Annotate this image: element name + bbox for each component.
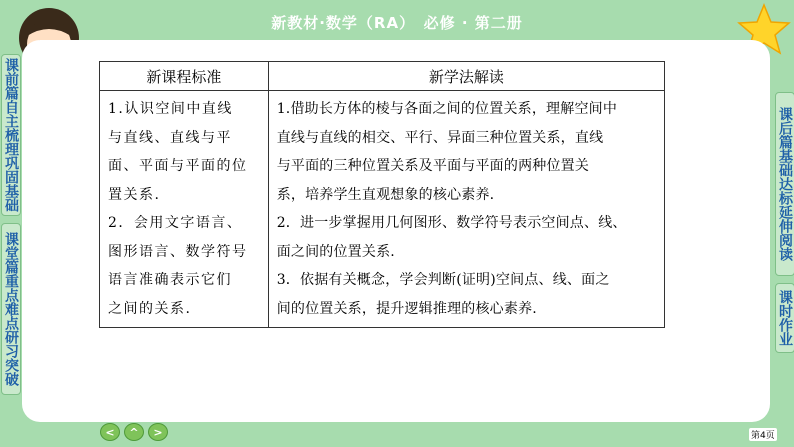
home-button[interactable] [124,423,144,441]
page-indicator: 第4页 [749,428,777,441]
standard-line: 2．会用文字语言、 [108,215,243,231]
prev-button[interactable] [100,423,120,441]
nav-bar [100,423,168,441]
content-table [99,61,665,328]
page-title: 新教材·数学（RA） 必修 · 第二册 [271,14,523,32]
interpretation-line: 与平面的三种位置关系及平面与平面的两种位置关 [276,158,590,174]
next-button[interactable] [148,423,168,441]
interpretation-line: 直线与直线的相交、平行、异面三种位置关系，直线 [276,129,604,146]
tab-in-class[interactable]: 课堂篇重点难点研习突破 [1,223,21,395]
chevron-left-icon: < [105,425,115,439]
tab-homework[interactable]: 课时作业 [775,283,794,353]
table-header-standard: 新课程标准 [100,62,269,91]
standard-cell [100,91,269,328]
interpretation-line: 1.借助长方体的棱与各面之间的位置关系，理解空间中 [276,101,618,117]
tab-pre-class[interactable]: 课前篇自主梳理巩固基础 [1,54,21,216]
interpretation-line: 面之间的位置关系. [276,243,395,260]
standard-line: 面、平面与平面的位 [108,158,248,174]
standard-line: 1.认识空间中直线 [108,101,233,117]
table-row [100,91,665,328]
standard-line: 置关系. [108,186,161,203]
chevron-up-icon: ^ [129,425,139,439]
chevron-right-icon: > [153,425,163,439]
interpretation-line: 间的位置关系，提升逻辑推理的核心素养. [276,300,537,317]
table-header-row [100,62,665,91]
standard-line: 与直线、直线与平 [108,129,232,146]
tab-after-class[interactable]: 课后篇基础达标延伸阅读 [775,92,794,276]
interpretation-cell [268,91,664,328]
standard-line: 语言准确表示它们 [108,272,232,288]
interpretation-line: 3．依据有关概念，学会判断(证明)空间点、线、面之 [276,272,610,288]
standard-line: 图形语言、数学符号 [108,243,248,260]
interpretation-line: 系，培养学生直观想象的核心素养. [276,186,495,203]
interpretation-line: 2．进一步掌握用几何图形、数学符号表示空间点、线、 [276,215,627,231]
standard-line: 之间的关系. [108,300,192,317]
table-header-interpretation: 新学法解读 [268,62,664,91]
